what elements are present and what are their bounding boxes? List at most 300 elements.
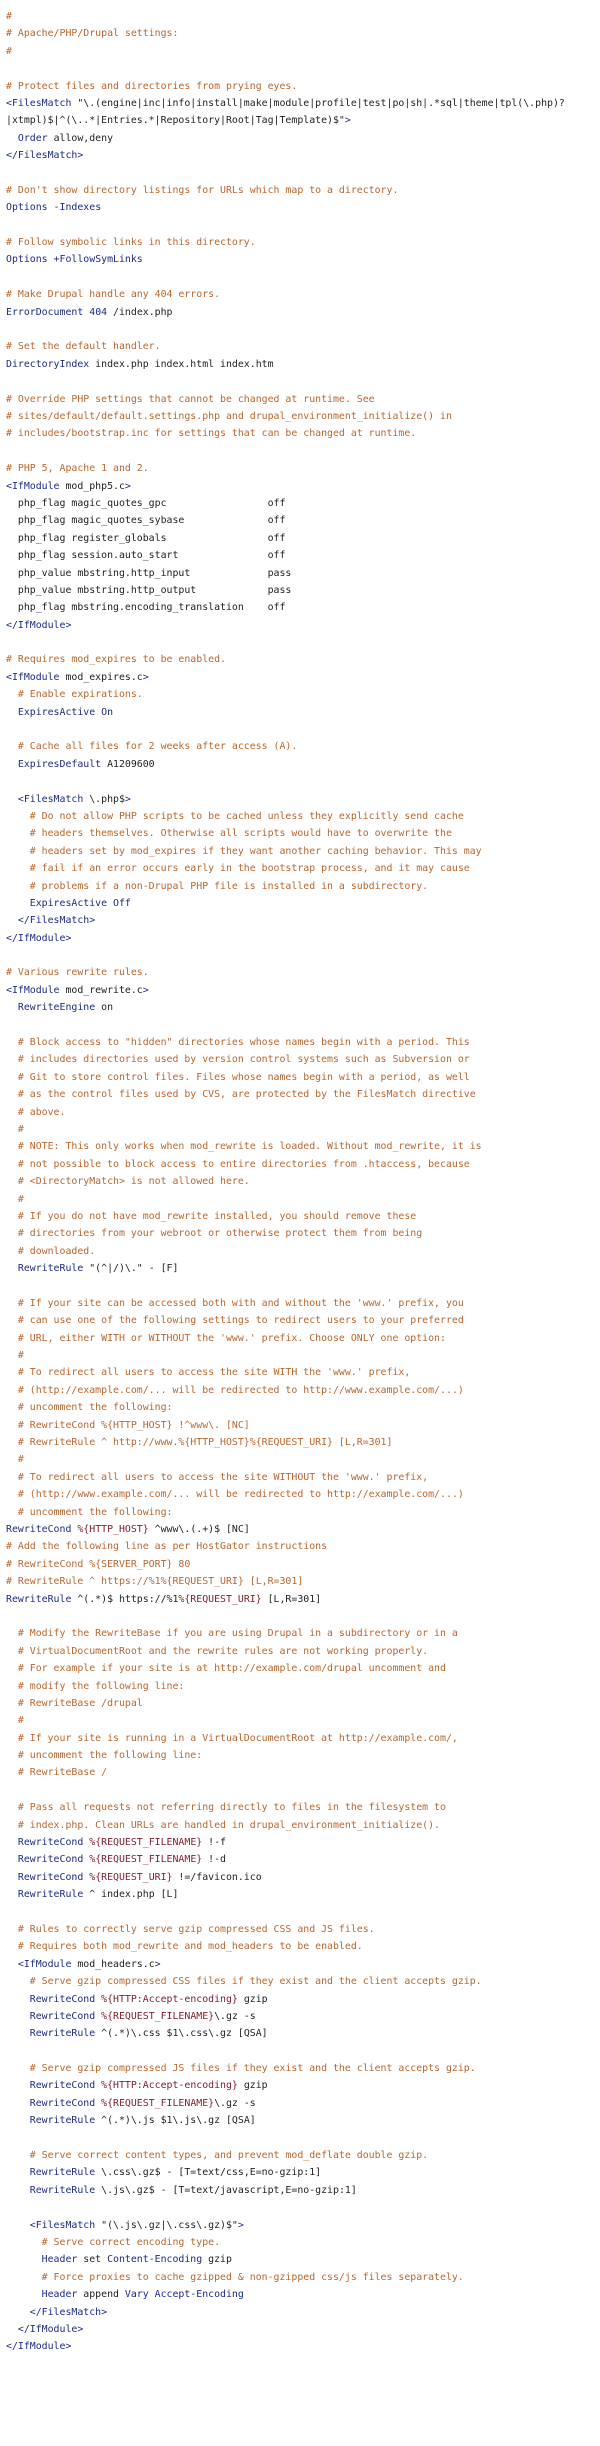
code-text — [6, 133, 18, 144]
code-line — [6, 1904, 600, 1921]
code-line — [6, 286, 600, 303]
code-text: on — [95, 1002, 114, 1014]
code-line — [6, 1225, 600, 1242]
code-text: \.php$ — [83, 793, 125, 805]
code-comment: # RewriteBase / — [17, 1767, 108, 1779]
code-text: \.css\.gz$ - [T=text/css,E=no-gzip:1] — [95, 2167, 322, 2179]
code-text: !=/favicon.ico — [172, 1871, 262, 1883]
code-directive: RewriteCond — [17, 1854, 84, 1866]
code-line — [6, 199, 600, 216]
code-directive: +FollowSymLinks — [53, 254, 143, 266]
code-variable: %{REQUEST_FILENAME} — [89, 1854, 203, 1866]
code-text — [6, 1994, 30, 2005]
code-line — [6, 1956, 600, 1973]
code-text — [6, 1941, 18, 1952]
code-line — [6, 947, 600, 964]
code-text: "(\.js\.gz|\.css\.gz)$" — [95, 2219, 238, 2231]
code-line — [6, 2008, 600, 2025]
code-comment: # If your site is running in a VirtualDocumentRoot at http://example.com/, — [17, 1732, 458, 1744]
code-line — [6, 2164, 600, 2181]
code-text — [6, 2324, 18, 2335]
code-line — [6, 1173, 600, 1190]
code-text — [6, 1124, 18, 1135]
code-comment: # problems if a non-Drupal PHP file is installed in a subdirectory. — [29, 880, 429, 892]
code-text — [6, 1959, 18, 1970]
code-text — [6, 1246, 18, 1257]
code-directive: Content-Encoding — [107, 2254, 203, 2266]
code-line — [6, 1156, 600, 1173]
code-comment: # VirtualDocumentRoot and the rewrite rules are not working properly. — [17, 1645, 429, 1657]
code-text — [6, 828, 30, 839]
code-directive: > — [142, 984, 149, 996]
code-text: php_flag mbstring.encoding_translation off — [6, 602, 286, 614]
code-line — [6, 1730, 600, 1747]
code-line — [6, 460, 600, 477]
code-text: \.js\.gz$ - [T=text/javascript,E=no-gzip:1] — [95, 2184, 357, 2196]
code-line — [6, 1521, 600, 1538]
code-line — [6, 1591, 600, 1608]
code-directive: RewriteRule — [17, 1263, 84, 1275]
code-line — [6, 1817, 600, 1834]
code-line — [6, 1051, 600, 1068]
code-comment: # headers set by mod_expires if they want another caching behavior. This may — [29, 845, 482, 857]
code-line — [6, 599, 600, 616]
code-line — [6, 1678, 600, 1695]
code-text — [6, 2011, 30, 2022]
code-line — [6, 1069, 600, 1086]
code-text — [6, 759, 18, 770]
code-text — [6, 2115, 30, 2126]
code-comment: # Do not allow PHP scripts to be cached unless they explicitly send cache — [29, 810, 464, 822]
code-comment: # uncomment the following: — [17, 1506, 173, 1518]
code-line — [6, 999, 600, 1016]
code-line — [6, 2234, 600, 2251]
code-line — [6, 1747, 600, 1764]
code-comment: # fail if an error occurs early in the bootstrap process, and it may cause — [29, 863, 470, 875]
code-text — [6, 2185, 30, 2196]
code-comment: # downloaded. — [17, 1245, 96, 1257]
code-comment: # URL, either WITH or WITHOUT the 'www.' prefix. Choose ONLY one option: — [17, 1332, 446, 1344]
code-line — [6, 1538, 600, 1555]
code-text — [6, 1820, 18, 1831]
code-line — [6, 1712, 600, 1729]
code-line — [6, 1973, 600, 1990]
code-text: mod_headers.c — [71, 1958, 155, 1970]
code-line — [6, 78, 600, 95]
code-text — [6, 846, 30, 857]
code-line — [6, 1086, 600, 1103]
code-comment: # RewriteRule ^ https://%1%{REQUEST_URI} [L,R=301] — [6, 1576, 304, 1588]
code-text: \.gz -s — [214, 2097, 256, 2109]
code-line — [6, 2130, 600, 2147]
code-line — [6, 2251, 600, 2268]
code-directive: <IfModule — [6, 671, 60, 683]
code-line — [6, 1451, 600, 1468]
code-text — [6, 1733, 18, 1744]
code-line — [6, 704, 600, 721]
code-directive: Vary — [124, 2289, 149, 2301]
code-text: "\.(engine|inc|info|install|make|module|profile|test|po|sh|.*sql|theme|tpl(\.php)? — [77, 97, 565, 109]
code-variable: %{REQUEST_FILENAME} — [89, 1837, 203, 1849]
code-text — [6, 1750, 18, 1761]
code-line — [6, 304, 600, 321]
code-text — [6, 1159, 18, 1170]
code-line — [6, 1017, 600, 1034]
code-text — [6, 2080, 30, 2091]
code-line — [6, 1834, 600, 1851]
code-text — [6, 1889, 18, 1900]
code-line — [6, 1417, 600, 1434]
code-text — [6, 1054, 18, 1065]
code-comment: # uncomment the following: — [17, 1402, 173, 1414]
code-text — [6, 1228, 18, 1239]
code-variable: %{REQUEST_FILENAME} — [101, 2097, 215, 2109]
code-directive: Header — [41, 2289, 78, 2301]
code-comment: # — [17, 1193, 24, 1205]
code-text: |xtmpl)$|^(\..*|Entries.*|Repository|Root|Tag|Template)$" — [6, 115, 345, 127]
code-comment: # Serve gzip compressed JS files if they exist and the client accepts gzip. — [29, 2063, 476, 2075]
code-text — [6, 1037, 18, 1048]
code-comment: # Apache/PHP/Drupal settings: — [6, 28, 179, 40]
code-variable: %{REQUEST_FILENAME} — [101, 2010, 215, 2022]
code-text: allow,deny — [47, 132, 114, 144]
code-comment: # Serve gzip compressed CSS files if they exist and the client accepts gzip. — [29, 1976, 482, 1988]
code-directive: RewriteRule — [29, 2115, 96, 2127]
code-comment: # not possible to block access to entire directories from .htaccess, because — [17, 1158, 470, 1170]
code-text: !-d — [202, 1854, 226, 1866]
code-text: \.gz -s — [214, 2010, 256, 2022]
code-directive: </IfModule> — [17, 2323, 84, 2335]
code-text: A1209600 — [101, 758, 155, 770]
code-line — [6, 1260, 600, 1277]
code-line — [6, 1399, 600, 1416]
code-directive: Options — [6, 202, 48, 214]
code-line — [6, 1104, 600, 1121]
code-line — [6, 1921, 600, 1938]
code-text — [6, 1472, 18, 1483]
code-text: [L,R=301] — [261, 1593, 322, 1605]
code-comment: # If your site can be accessed both with and without the 'www.' prefix, you — [17, 1297, 464, 1309]
code-line — [6, 2286, 600, 2303]
code-text — [6, 2237, 42, 2248]
code-comment: # Make Drupal handle any 404 errors. — [6, 289, 221, 301]
code-line — [6, 165, 600, 182]
code-directive: RewriteCond — [29, 2097, 96, 2109]
code-line — [6, 2269, 600, 2286]
code-directive: > — [124, 480, 131, 492]
code-directive: RewriteCond — [6, 1523, 72, 1535]
code-text — [6, 1454, 18, 1465]
code-comment: # Modify the RewriteBase if you are using Drupal in a subdirectory or in a — [17, 1628, 458, 1640]
code-comment: # NOTE: This only works when mod_rewrite is loaded. Without mod_rewrite, it is — [17, 1141, 482, 1153]
code-line — [6, 686, 600, 703]
code-text — [6, 1315, 18, 1326]
code-line — [6, 982, 600, 999]
code-text — [6, 1837, 18, 1848]
code-directive: RewriteCond — [17, 1837, 84, 1849]
code-line — [6, 1573, 600, 1590]
code-line — [6, 565, 600, 582]
code-comment: # modify the following line: — [17, 1680, 185, 1692]
code-text — [6, 881, 30, 892]
code-text — [6, 1350, 18, 1361]
code-line — [6, 1208, 600, 1225]
code-text: gzip — [237, 1993, 268, 2005]
code-text: php_flag session.auto_start off — [6, 550, 286, 562]
code-directive: On — [101, 706, 114, 718]
code-text: set — [77, 2254, 108, 2266]
code-line — [6, 895, 600, 912]
code-line — [6, 1764, 600, 1781]
code-comment: # (http://www.example.com/... will be redirected to http://example.com/...) — [17, 1489, 464, 1501]
code-variable: %{HTTP:Accept-encoding} — [101, 2080, 238, 2092]
code-comment: # directories from your webroot or otherwise protect them from being — [17, 1228, 423, 1240]
code-text — [6, 2272, 42, 2283]
code-comment: # — [17, 1454, 24, 1466]
code-line — [6, 1799, 600, 1816]
code-comment: # RewriteCond %{SERVER_PORT} 80 — [6, 1558, 191, 1570]
code-comment: # Protect files and directories from prying eyes. — [6, 80, 298, 92]
code-text — [6, 1141, 18, 1152]
code-comment: # Override PHP settings that cannot be changed at runtime. See — [6, 393, 375, 405]
code-text — [6, 1107, 18, 1118]
code-comment: # headers themselves. Otherwise all scripts would have to overwrite the — [29, 828, 452, 840]
code-text — [6, 1072, 18, 1083]
code-line — [6, 251, 600, 268]
code-directive: > — [154, 1958, 161, 1970]
code-comment: # PHP 5, Apache 1 and 2. — [6, 463, 149, 475]
code-text: mod_expires.c — [59, 671, 143, 683]
code-directive: </FilesMatch> — [29, 2306, 108, 2318]
code-directive: <IfModule — [6, 480, 60, 492]
code-line — [6, 1243, 600, 1260]
code-text: ^ index.php [L] — [83, 1889, 179, 1901]
code-directive: </IfModule> — [6, 619, 72, 631]
code-line — [6, 651, 600, 668]
code-text — [6, 1681, 18, 1692]
code-line — [6, 1782, 600, 1799]
code-line — [6, 2182, 600, 2199]
code-line — [6, 1347, 600, 1364]
code-text — [6, 1802, 18, 1813]
code-text — [6, 2167, 30, 2178]
code-line — [6, 43, 600, 60]
code-text: php_value mbstring.http_input pass — [6, 567, 292, 579]
code-text — [6, 1854, 18, 1865]
code-line — [6, 1330, 600, 1347]
code-line — [6, 373, 600, 390]
code-directive: RewriteRule — [6, 1593, 72, 1605]
code-comment: # Serve correct content types, and prevent mod_deflate double gzip. — [29, 2150, 429, 2162]
code-line — [6, 738, 600, 755]
code-directive: > — [142, 671, 149, 683]
code-comment: # includes directories used by version control systems such as Subversion or — [17, 1054, 470, 1066]
code-text — [6, 1924, 18, 1935]
code-line — [6, 60, 600, 77]
code-text — [6, 1176, 18, 1187]
code-text — [6, 1767, 18, 1778]
code-line — [6, 2043, 600, 2060]
code-directive: Order — [17, 132, 48, 144]
code-text: ^www\.(.+)$ [NC] — [148, 1523, 250, 1535]
code-text: index.php index.html index.htm — [89, 358, 274, 370]
code-line — [6, 756, 600, 773]
code-line — [6, 617, 600, 634]
code-line — [6, 1312, 600, 1329]
code-variable: %{REQUEST_URI} — [89, 1871, 173, 1883]
code-text — [6, 2254, 42, 2265]
code-line — [6, 1191, 600, 1208]
code-directive: Options — [6, 254, 48, 266]
code-comment: # <DirectoryMatch> is not allowed here. — [17, 1176, 250, 1188]
code-comment: # — [6, 45, 12, 57]
code-text — [6, 1194, 18, 1205]
code-directive: <IfModule — [6, 984, 60, 996]
code-text — [6, 794, 18, 805]
code-comment: # (http://example.com/... will be redirected to http://www.example.com/...) — [17, 1384, 464, 1396]
code-line — [6, 147, 600, 164]
code-line — [6, 2304, 600, 2321]
code-comment: # RewriteBase /drupal — [17, 1697, 143, 1709]
code-text — [6, 1628, 18, 1639]
code-comment: # sites/default/default.settings.php and drupal_environment_initialize() in — [6, 410, 452, 422]
code-directive: RewriteRule — [29, 2028, 96, 2040]
code-directive: 404 — [89, 306, 108, 318]
code-directive: > — [237, 2219, 244, 2231]
code-line — [6, 1851, 600, 1868]
code-directive: > — [124, 793, 131, 805]
code-directive: </FilesMatch> — [17, 915, 96, 927]
code-text — [6, 1298, 18, 1309]
code-line — [6, 1504, 600, 1521]
code-text: php_flag register_globals off — [6, 532, 286, 544]
code-comment: # If you do not have mod_rewrite installed, you should remove these — [17, 1210, 417, 1222]
code-line — [6, 530, 600, 547]
code-text — [6, 1333, 18, 1344]
code-directive: <FilesMatch — [6, 97, 78, 109]
code-directive: Accept-Encoding — [154, 2289, 244, 2301]
code-comment: # can use one of the following settings to redirect users to your preferred — [17, 1315, 464, 1327]
code-line — [6, 234, 600, 251]
code-text — [6, 1263, 18, 1274]
code-comment: # Requires mod_expires to be enabled. — [6, 654, 226, 666]
code-line — [6, 2077, 600, 2094]
code-text: gzip — [202, 2254, 232, 2266]
code-text — [6, 1715, 18, 1726]
code-line — [6, 1625, 600, 1642]
code-text — [6, 1385, 18, 1396]
code-comment: # Enable expirations. — [17, 689, 143, 701]
code-line — [6, 2112, 600, 2129]
code-text — [6, 1211, 18, 1222]
code-text: php_flag magic_quotes_sybase off — [6, 515, 286, 527]
code-line — [6, 2338, 600, 2355]
code-line — [6, 356, 600, 373]
code-line — [6, 25, 600, 42]
code-line — [6, 1469, 600, 1486]
code-comment: # RewriteRule ^ http://www.%{HTTP_HOST}%{REQUEST_URI} [L,R=301] — [17, 1437, 393, 1449]
code-text — [6, 1367, 18, 1378]
code-text — [6, 1002, 18, 1013]
code-text: append — [77, 2289, 125, 2301]
code-text — [6, 811, 30, 822]
code-comment: # Rules to correctly serve gzip compressed CSS and JS files. — [17, 1923, 375, 1935]
code-comment: # To redirect all users to access the site WITHOUT the 'www.' prefix, — [17, 1471, 429, 1483]
code-text — [6, 2028, 30, 2039]
code-line — [6, 217, 600, 234]
code-text: mod_php5.c — [59, 480, 125, 492]
code-line — [6, 1364, 600, 1381]
code-text — [6, 1663, 18, 1674]
code-directive: <FilesMatch — [17, 793, 84, 805]
code-line — [6, 808, 600, 825]
code-text: gzip — [237, 2080, 268, 2092]
code-directive: ExpiresDefault — [17, 758, 102, 770]
code-text — [6, 2063, 30, 2074]
code-line — [6, 1138, 600, 1155]
code-comment: # — [17, 1715, 24, 1727]
code-comment: # — [17, 1350, 24, 1362]
code-variable: %{REQUEST_URI} — [178, 1593, 262, 1605]
code-line — [6, 2060, 600, 2077]
code-line — [6, 1278, 600, 1295]
code-comment: # uncomment the following line: — [17, 1750, 203, 1762]
code-text — [6, 1646, 18, 1657]
code-comment: # Set the default handler. — [6, 341, 161, 353]
code-text: ^(.*)$ https://%1 — [71, 1593, 179, 1605]
code-line — [6, 860, 600, 877]
code-line — [6, 512, 600, 529]
code-directive: RewriteCond — [29, 2010, 96, 2022]
code-line — [6, 964, 600, 981]
code-line — [6, 878, 600, 895]
code-line — [6, 2321, 600, 2338]
code-text — [6, 1437, 18, 1448]
code-text — [6, 2150, 30, 2161]
code-line — [6, 1034, 600, 1051]
code-comment: # Follow symbolic links in this directory. — [6, 237, 256, 249]
code-line — [6, 634, 600, 651]
code-line — [6, 321, 600, 338]
code-text — [6, 2098, 30, 2109]
code-line — [6, 130, 600, 147]
code-text: php_value mbstring.http_output pass — [6, 584, 292, 596]
code-line — [6, 182, 600, 199]
code-text — [6, 1420, 18, 1431]
code-line — [6, 825, 600, 842]
code-text: ^(.*)\.js $1\.js\.gz [QSA] — [95, 2115, 256, 2127]
code-line — [6, 1991, 600, 2008]
code-directive: -Indexes — [53, 202, 102, 214]
code-line — [6, 2217, 600, 2234]
code-line — [6, 930, 600, 947]
code-comment: # — [6, 11, 12, 22]
code-line — [6, 791, 600, 808]
code-directive: ErrorDocument — [6, 306, 84, 318]
code-directive: ExpiresActive — [17, 706, 96, 718]
code-line — [6, 1938, 600, 1955]
code-directive: </FilesMatch> — [6, 150, 84, 162]
code-line — [6, 408, 600, 425]
code-text: "(^|/)\." - [F] — [83, 1263, 179, 1275]
code-directive: RewriteRule — [29, 2167, 96, 2179]
code-comment: # Git to store control files. Files whose names begin with a period, as well — [17, 1071, 470, 1083]
code-comment: # Add the following line as per HostGator instructions — [6, 1541, 328, 1553]
code-directive: RewriteCond — [17, 1871, 84, 1883]
code-directive: <IfModule — [17, 1958, 72, 1970]
code-directive: RewriteEngine — [17, 1002, 96, 1014]
code-line — [6, 2147, 600, 2164]
